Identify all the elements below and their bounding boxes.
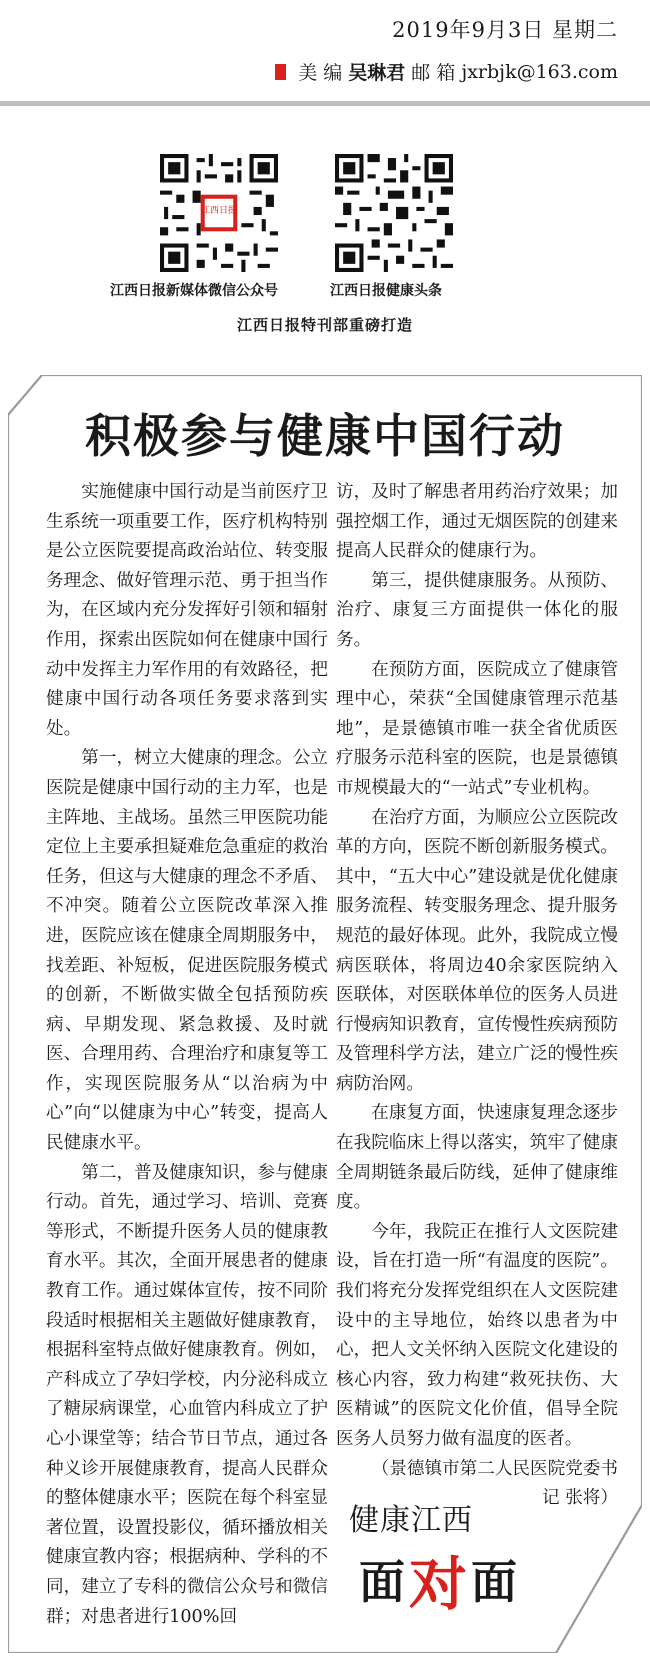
paragraph-rehab: 在康复方面，快速康复理念逐步在我院临床上得以落实，筑牢了健康全周期链条最后防线，延伸了健康维度。 xyxy=(336,1103,618,1213)
header-rule xyxy=(0,101,650,106)
qr-caption-health: 江西日报健康头条 xyxy=(330,283,442,299)
special-tagline: 江西日报特刊部重磅打造 xyxy=(236,316,413,334)
paragraph-treatment: 在治疗方面，为顺应公立医院改革的方向，医院不断创新服务模式。其中，“五大中心”建设就是优化健康服务流程、转变服务理念、提升服务规范的最好体现。此外，我院成立慢病医联体，将周边40余家医院纳入医联体，对医联体单位的医务人员进行慢病知识教育，宣传慢性疾病预防及管理科学方法，建立广泛的慢性疾病防治网。 xyxy=(336,807,618,1094)
author-signature: （景德镇市第二人民医院党委书记 张将） xyxy=(371,1458,618,1509)
editor-name: 吴琳君 xyxy=(348,62,406,84)
email-address: jxrbjk@163.com xyxy=(461,60,618,83)
editor-line xyxy=(275,58,618,85)
brand-face-to-face xyxy=(359,1537,517,1621)
article-column-left xyxy=(46,478,328,1632)
brand-face-mid: 对 xyxy=(409,1550,468,1618)
paragraph-culture: 今年，我院正在推行人文医院建设，旨在打造一所“有温度的医院”。我们将充分发挥党组织在人文医院建设中的主导地位，始终以患者为中心，把人文关怀纳入医院文化建设的核心内容，致力构建“救死扶伤、大医精诚”的医院文化价值，倡导全院医务人员努力做有温度的医者。 xyxy=(336,1221,618,1449)
qr-logo-text: 江西日报 xyxy=(200,206,237,216)
article-title: 积极参与健康中国行动 xyxy=(85,409,565,463)
editor-label: 美 编 xyxy=(298,62,343,84)
qr-caption-wechat: 江西日报新媒体微信公众号 xyxy=(110,283,278,299)
red-square-icon xyxy=(275,64,286,80)
article-column-right xyxy=(336,478,618,1514)
issue-date: 2019年9月3日 星期二 xyxy=(392,18,618,42)
brand-logo xyxy=(343,1487,613,1637)
brand-line1: 健康江西 xyxy=(349,1503,473,1538)
brand-face-left: 面 xyxy=(359,1555,405,1609)
brand-face-right: 面 xyxy=(471,1555,518,1609)
paragraph-intro: 实施健康中国行动是当前医疗卫生系统一项重要工作，医疗机构特别是公立医院要提高政治站位、转变服务理念、做好管理示范、勇于担当作为，在区域内充分发挥好引领和辐射作用，探索出医院如何在健康中国行动中发挥主力军作用的有效路径，把健康中国行动各项任务要求落到实处。 xyxy=(46,482,328,739)
paragraph-first: 第一，树立大健康的理念。公立医院是健康中国行动的主力军，也是主阵地、主战场。虽然三甲医院功能定位上主要承担疑难危急重症的救治任务，但这与大健康的理念不矛盾、不冲突。随着公立医院改革深入推进，医院应该在健康全周期服务中，找差距、补短板，促进医院服务模式的创新，不断做实做全包括预防疾病、早期发现、紧急救援、及时就医、合理用药、合理治疗和康复等工作，实现医院服务从“以治病为中心”向“以健康为中心”转变，提高人民健康水平。 xyxy=(46,748,328,1154)
paragraph-prevention: 在预防方面，医院成立了健康管理中心，荣获“全国健康管理示范基地”，是景德镇市唯一获全省优质医疗服务示范科室的医院，也是景德镇市规模最大的“一站式”专业机构。 xyxy=(336,659,618,798)
qr-code-health-icon[interactable] xyxy=(335,154,453,272)
email-label: 邮 箱 xyxy=(411,62,456,84)
paragraph-continuation: 访，及时了解患者用药治疗效果；加强控烟工作，通过无烟医院的创建来提高人民群众的健康行为。 xyxy=(336,482,618,562)
paragraph-second: 第二，普及健康知识，参与健康行动。首先，通过学习、培训、竞赛等形式，不断提升医务人员的健康教育水平。其次，全面开展患者的健康教育工作。通过媒体宣传，按不同阶段适时根据相关主题做好健康教育，根据科室特点做好健康教育。例如，产科成立了孕妇学校，内分泌科成立了糖尿病课堂，心血管内科成立了护心小课堂等；结合节日节点，通过各种义诊开展健康教育，提高人民群众的整体健康水平；医院在每个科室显著位置，设置投影仪，循环播放相关健康宣教内容；根据病种、学科的不同，建立了专科的微信公众号和微信群；对患者进行100%回 xyxy=(46,1162,328,1627)
paragraph-third: 第三，提供健康服务。从预防、治疗、康复三方面提供一体化的服务。 xyxy=(336,570,618,650)
